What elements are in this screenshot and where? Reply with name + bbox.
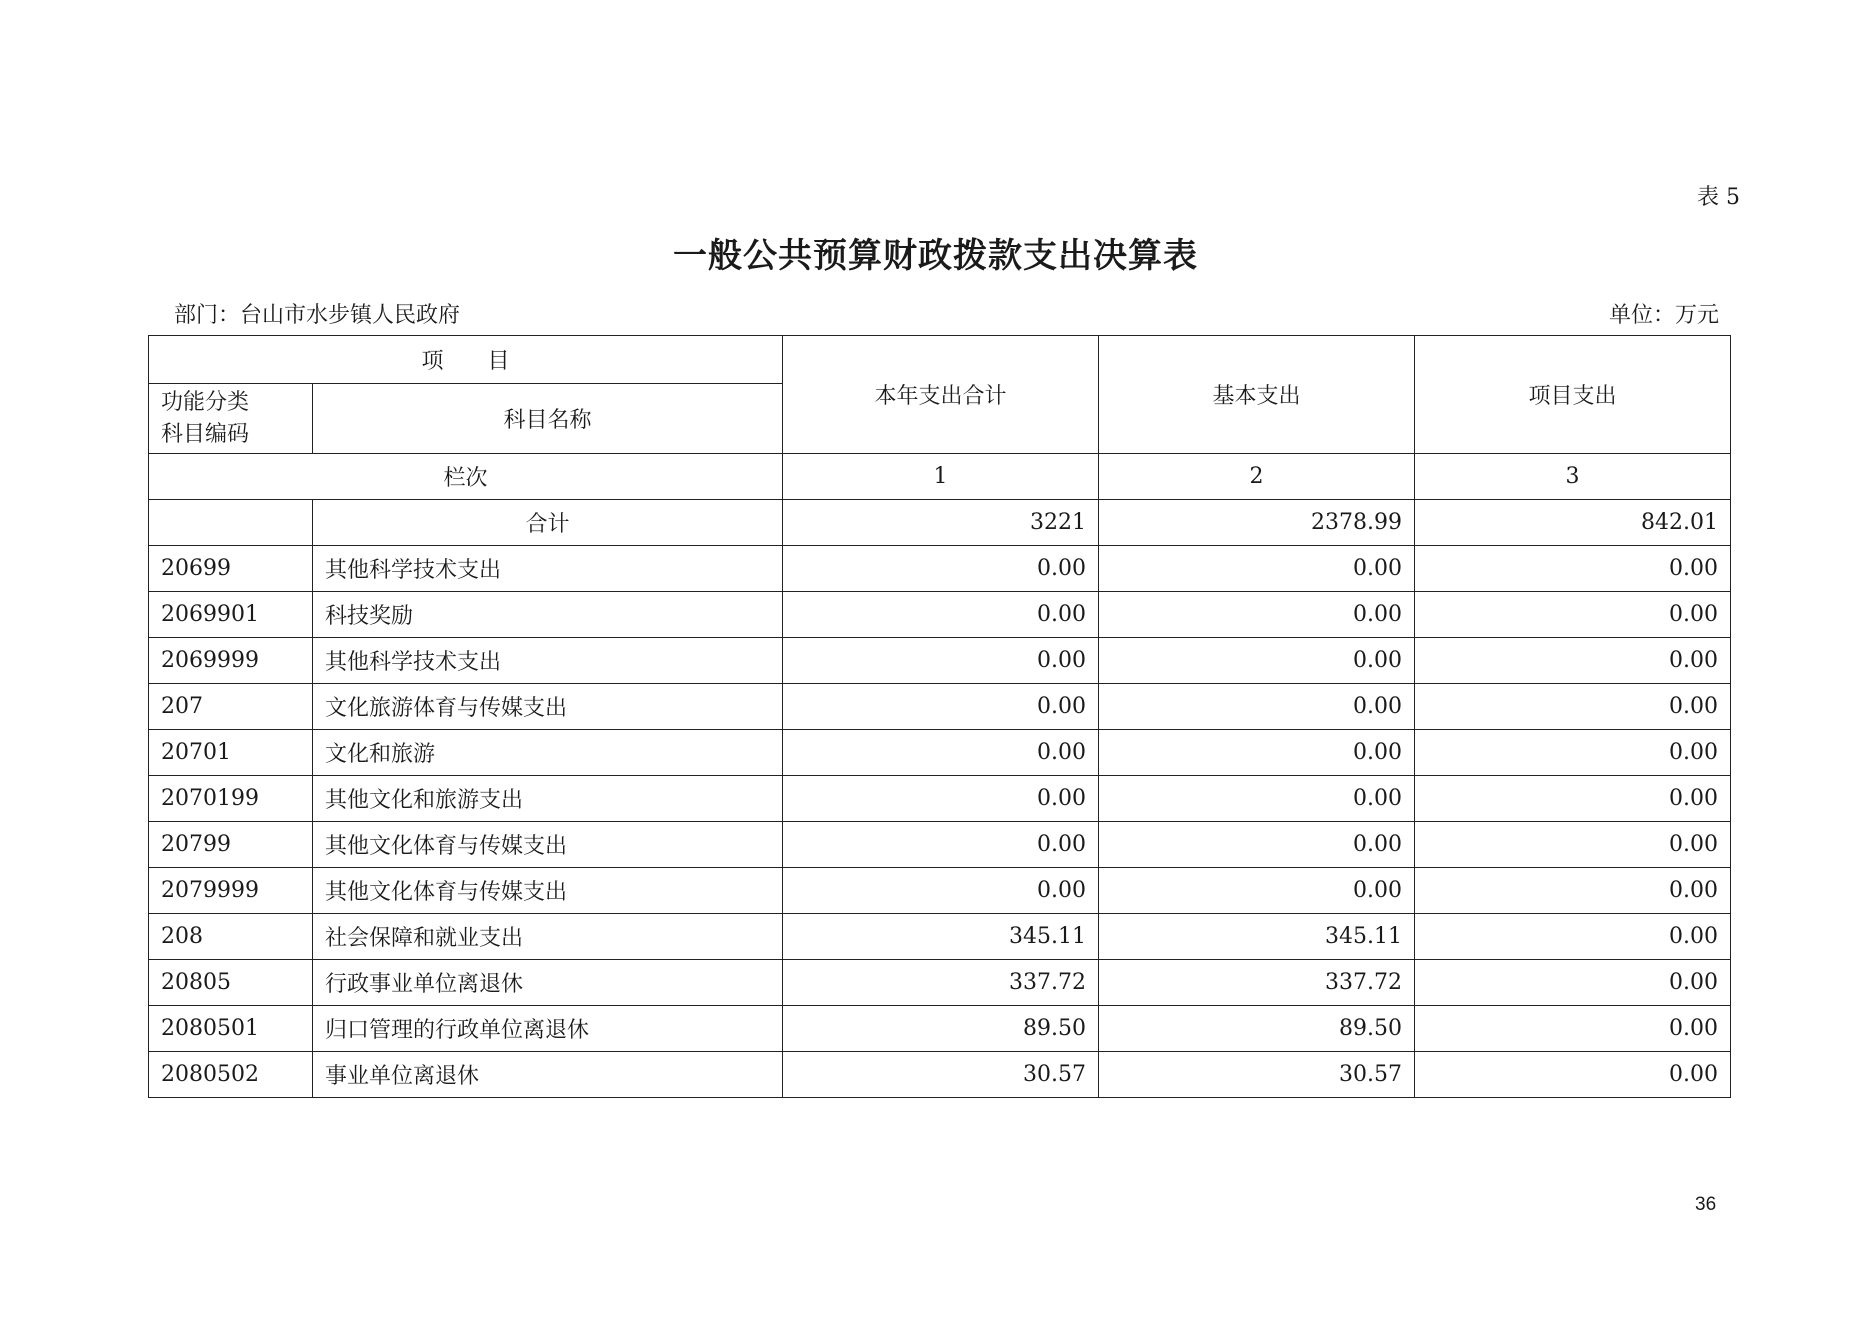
header-name: 科目名称 [313,384,783,454]
table-row [149,730,1731,776]
row-project: 0.00 [1415,1006,1731,1052]
row-name: 行政事业单位离退休 [313,960,783,1006]
row-code: 2080502 [149,1052,313,1098]
row-project: 0.00 [1415,684,1731,730]
row-total: 0.00 [783,638,1099,684]
row-basic: 0.00 [1099,822,1415,868]
row-basic: 0.00 [1099,592,1415,638]
row-code: 20799 [149,822,313,868]
row-project: 0.00 [1415,868,1731,914]
row-code: 2069999 [149,638,313,684]
row-code: 208 [149,914,313,960]
row-name: 其他文化和旅游支出 [313,776,783,822]
row-name: 社会保障和就业支出 [313,914,783,960]
table-row [149,684,1731,730]
row-basic: 30.57 [1099,1052,1415,1098]
row-code: 20701 [149,730,313,776]
row-basic: 89.50 [1099,1006,1415,1052]
table-row [149,914,1731,960]
expenditure-table [148,335,1731,1098]
column-3: 3 [1415,454,1731,500]
table-row [149,1052,1731,1098]
row-basic: 0.00 [1099,868,1415,914]
row-project: 0.00 [1415,776,1731,822]
row-project: 0.00 [1415,730,1731,776]
table-number: 表 5 [1697,185,1740,210]
table-row [149,638,1731,684]
table-row [149,960,1731,1006]
row-code: 20805 [149,960,313,1006]
row-basic: 345.11 [1099,914,1415,960]
column-2: 2 [1099,454,1415,500]
row-total: 0.00 [783,868,1099,914]
header-total: 本年支出合计 [783,336,1099,454]
row-project: 0.00 [1415,914,1731,960]
header-item: 项 目 [149,336,783,384]
row-basic: 0.00 [1099,638,1415,684]
summary-row [149,500,1731,546]
row-total: 337.72 [783,960,1099,1006]
row-name: 其他文化体育与传媒支出 [313,822,783,868]
summary-code [149,500,313,546]
row-project: 0.00 [1415,960,1731,1006]
header-row-1 [149,336,1731,384]
column-label: 栏次 [149,454,783,500]
row-basic: 0.00 [1099,684,1415,730]
row-total: 0.00 [783,684,1099,730]
document-title: 一般公共预算财政拨款支出决算表 [673,236,1198,276]
row-code: 207 [149,684,313,730]
row-project: 0.00 [1415,822,1731,868]
row-code: 2070199 [149,776,313,822]
table-row [149,1006,1731,1052]
row-project: 0.00 [1415,592,1731,638]
table-row [149,546,1731,592]
table-row [149,822,1731,868]
summary-basic: 2378.99 [1099,500,1415,546]
row-name: 归口管理的行政单位离退休 [313,1006,783,1052]
unit-label: 单位：万元 [1608,303,1719,328]
summary-project: 842.01 [1415,500,1731,546]
row-total: 0.00 [783,776,1099,822]
row-total: 0.00 [783,592,1099,638]
row-name: 事业单位离退休 [313,1052,783,1098]
row-code: 20699 [149,546,313,592]
row-project: 0.00 [1415,546,1731,592]
header-code-line2: 科目编码 [161,421,250,447]
department-label: 部门：台山市水步镇人民政府 [174,303,461,328]
row-basic: 337.72 [1099,960,1415,1006]
row-name: 科技奖励 [313,592,783,638]
header-code [149,384,313,454]
header-project: 项目支出 [1415,336,1731,454]
row-project: 0.00 [1415,1052,1731,1098]
table-row [149,592,1731,638]
summary-label: 合计 [313,500,783,546]
row-code: 2080501 [149,1006,313,1052]
row-project: 0.00 [1415,638,1731,684]
row-total: 345.11 [783,914,1099,960]
header-basic: 基本支出 [1099,336,1415,454]
page-number: 36 [1695,1194,1717,1215]
summary-total: 3221 [783,500,1099,546]
row-basic: 0.00 [1099,776,1415,822]
row-total: 0.00 [783,730,1099,776]
row-total: 89.50 [783,1006,1099,1052]
row-name: 其他文化体育与传媒支出 [313,868,783,914]
row-total: 0.00 [783,822,1099,868]
row-name: 其他科学技术支出 [313,546,783,592]
row-name: 文化旅游体育与传媒支出 [313,684,783,730]
header-code-line1: 功能分类 [161,389,250,415]
row-basic: 0.00 [1099,730,1415,776]
column-1: 1 [783,454,1099,500]
table-row [149,776,1731,822]
row-code: 2079999 [149,868,313,914]
row-name: 其他科学技术支出 [313,638,783,684]
row-total: 30.57 [783,1052,1099,1098]
column-number-row [149,454,1731,500]
row-total: 0.00 [783,546,1099,592]
row-basic: 0.00 [1099,546,1415,592]
table-row [149,868,1731,914]
row-name: 文化和旅游 [313,730,783,776]
row-code: 2069901 [149,592,313,638]
